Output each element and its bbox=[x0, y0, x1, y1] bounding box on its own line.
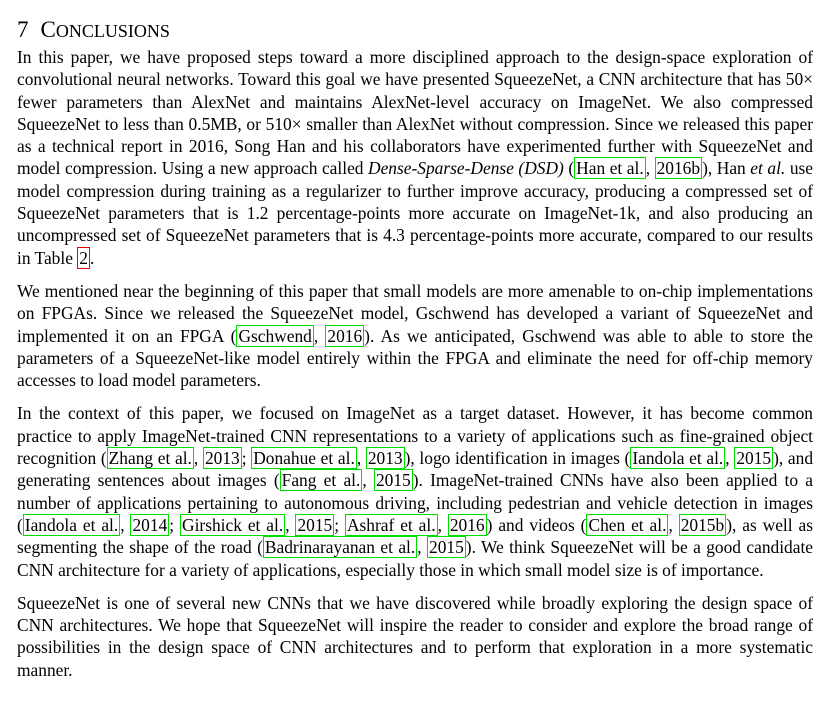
citation-year-link[interactable]: 2016b bbox=[656, 158, 701, 179]
citation-year-link[interactable]: 2015 bbox=[375, 470, 411, 491]
dsd-term: Dense-Sparse-Dense (DSD) bbox=[368, 158, 564, 179]
citation-year-link[interactable]: 2013 bbox=[204, 448, 240, 469]
section-title-rest: ONCLUSIONS bbox=[55, 21, 170, 41]
table-reference-link[interactable]: 2 bbox=[79, 247, 88, 268]
citation-year-link[interactable]: 2016 bbox=[449, 514, 485, 535]
citation-link[interactable]: Gschwend bbox=[238, 325, 312, 346]
citation-link[interactable]: Han et al. bbox=[576, 158, 644, 179]
citation-link[interactable]: Iandola et al. bbox=[632, 448, 724, 469]
citation-year-link[interactable]: 2015 bbox=[297, 514, 333, 535]
citation-link[interactable]: Zhang et al. bbox=[108, 448, 192, 469]
citation-link[interactable]: Donahue et al. bbox=[253, 448, 355, 469]
citation-year-link[interactable]: 2015b bbox=[680, 514, 725, 535]
section-heading bbox=[17, 16, 813, 45]
section-number: 7 bbox=[17, 17, 29, 42]
citation-year-link[interactable]: 2016 bbox=[327, 325, 363, 346]
paragraph-4: SqueezeNet is one of several new CNNs that we have discovered while broadly exploring the design space of CNN architectures. We hope that SqueezeNet will inspire the reader to consider and explore the broad range of possibilities in the design space of CNN architectures and to perform that exploration in a more systematic manner. bbox=[17, 592, 813, 680]
citation-year-link[interactable]: 2015 bbox=[736, 448, 772, 469]
paragraph-1: In this paper, we have proposed steps toward a more disciplined approach to the design-space exploration of convolutional neural networks. Toward this goal we have presented SqueezeNet, a CNN architecture that has 50× fewer parameters than AlexNet and maintains AlexNet-level accuracy on ImageNet. We also compressed SqueezeNet to less than 0.5MB, or 510× smaller than AlexNet without compression. Since we released this paper as a technical report in 2016, Song Han and his collaborators have experimented further with SqueezeNet and model compression. Using a new approach called Dense-Sparse-Dense (DSD) ( Han et al. , 2016b ), Han et al. use model compression during training as a regularizer to further improve accuracy, producing a compressed set of SqueezeNet parameters that is 1.2 percentage-points more accurate on ImageNet-1k, and also producing an uncompressed set of SqueezeNet parameters that is 4.3 percentage-points more accurate, compared to our results in Table 2 . bbox=[17, 47, 814, 268]
citation-link[interactable]: Girshick et al. bbox=[182, 514, 284, 535]
paragraph-2: We mentioned near the beginning of this paper that small models are more amenable to on-chip implementations on FPGAs. Since we released the SqueezeNet model, Gschwend has developed a variant of SqueezeNet and implemented it on an FPGA ( Gschwend , 2016 ). As we anticipated, Gschwend was able to able to store the parameters of a SqueezeNet-like model entirely within the FPGA and eliminate the need for off-chip memory accesses to load model parameters. bbox=[17, 280, 814, 391]
citation-link[interactable]: Fang et al. bbox=[281, 470, 361, 491]
citation-year-link[interactable]: 2015 bbox=[429, 537, 464, 558]
section-title-initial: C bbox=[40, 17, 56, 42]
citation-link[interactable]: Badrinarayanan et al. bbox=[264, 537, 416, 558]
citation-year-link[interactable]: 2013 bbox=[367, 448, 403, 469]
citation-link[interactable]: Chen et al. bbox=[588, 514, 667, 535]
citation-year-link[interactable]: 2014 bbox=[132, 514, 168, 535]
paragraph-3: In the context of this paper, we focused on ImageNet as a target dataset. However, it has become common practice to apply ImageNet-trained CNN representations to a variety of applications such as fine-grained object recognition ( Zhang et al. , 2013 ; Donahue et al. , 2013 ), logo identification in images ( Iandola et al. , 2015 ), and generating sentences about images ( Fang et al. , 2015 ). ImageNet-trained CNNs have also been applied to a number of applications pertaining to autonomous driving, including pedestrian and vehicle detection in images ( Iandola et al. , 2014 ; Girshick et al. , 2015 ; Ashraf et al. , 2016 ) and videos ( Chen et al. , 2015b ), as well as segmenting the shape of the road ( Badrinarayanan et al. , 2015 ). We think SqueezeNet will be a good candidate CNN architecture for a variety of applications, especially those in which small model size is of importance. bbox=[17, 403, 814, 580]
citation-link[interactable]: Iandola et al. bbox=[24, 514, 119, 535]
citation-link[interactable]: Ashraf et al. bbox=[346, 514, 436, 535]
